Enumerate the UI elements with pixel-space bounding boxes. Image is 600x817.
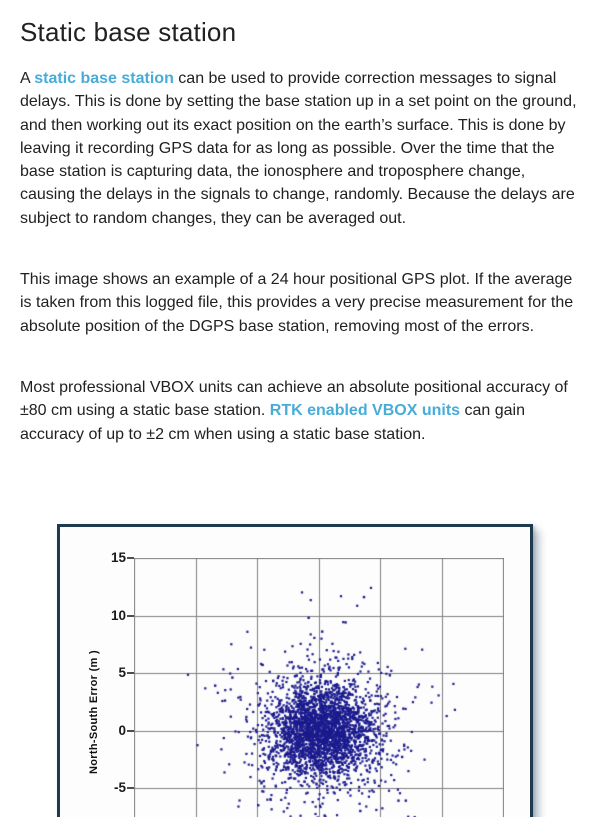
gps-scatter-figure: [57, 524, 533, 817]
scatter-plot-canvas: [134, 558, 504, 817]
paragraph-accuracy: [20, 376, 580, 446]
paragraph-text: Most professional VBOX units can achieve an absolute positional accuracy of ±80 cm using a static base station.: [20, 378, 568, 420]
y-tick-mark: [127, 615, 134, 617]
paragraph-intro: [20, 67, 580, 230]
y-tick-label: 5: [118, 665, 126, 680]
y-tick-mark: [127, 557, 134, 559]
y-tick-mark: [127, 730, 134, 732]
paragraph-gps-plot: [20, 268, 580, 338]
page-title: Static base station: [20, 17, 237, 47]
paragraph-text: A: [20, 70, 35, 87]
paragraph-text: This image shows an example of a 24 hour positional GPS plot. If the average is taken from this logged file, this provides a very precise measurement for the absolute position of the DGPS base station, removing most of the errors.: [20, 271, 574, 335]
y-tick-mark: [127, 672, 134, 674]
text-link[interactable]: RTK enabled VBOX units: [269, 402, 461, 420]
y-tick-label: 0: [118, 722, 126, 738]
y-tick-label: 15: [110, 550, 126, 565]
text-link[interactable]: static base station: [34, 70, 174, 87]
paragraph-text: can gain accuracy of up to ±2 cm when using a static base station.: [20, 402, 525, 443]
paragraph-text: can be used to provide correction messages to signal delays. This is done by setting the base station up in a set point on the ground, and then working out its exact position on the earth’s surface. This is done by leaving it recording GPS data for as long as possible. Over the time that the base station is capturing data, the ionosphere and troposphere change, causing the delays in the signals to change, randomly. Because the delays are subject to random changes, they can be averaged out.: [20, 70, 577, 227]
y-tick-label: -5: [113, 780, 126, 795]
y-tick-mark: [127, 787, 134, 789]
chart-border-box: [57, 524, 533, 817]
y-axis-label: North-South Error (m ): [88, 650, 100, 774]
y-tick-label: 10: [110, 607, 126, 623]
